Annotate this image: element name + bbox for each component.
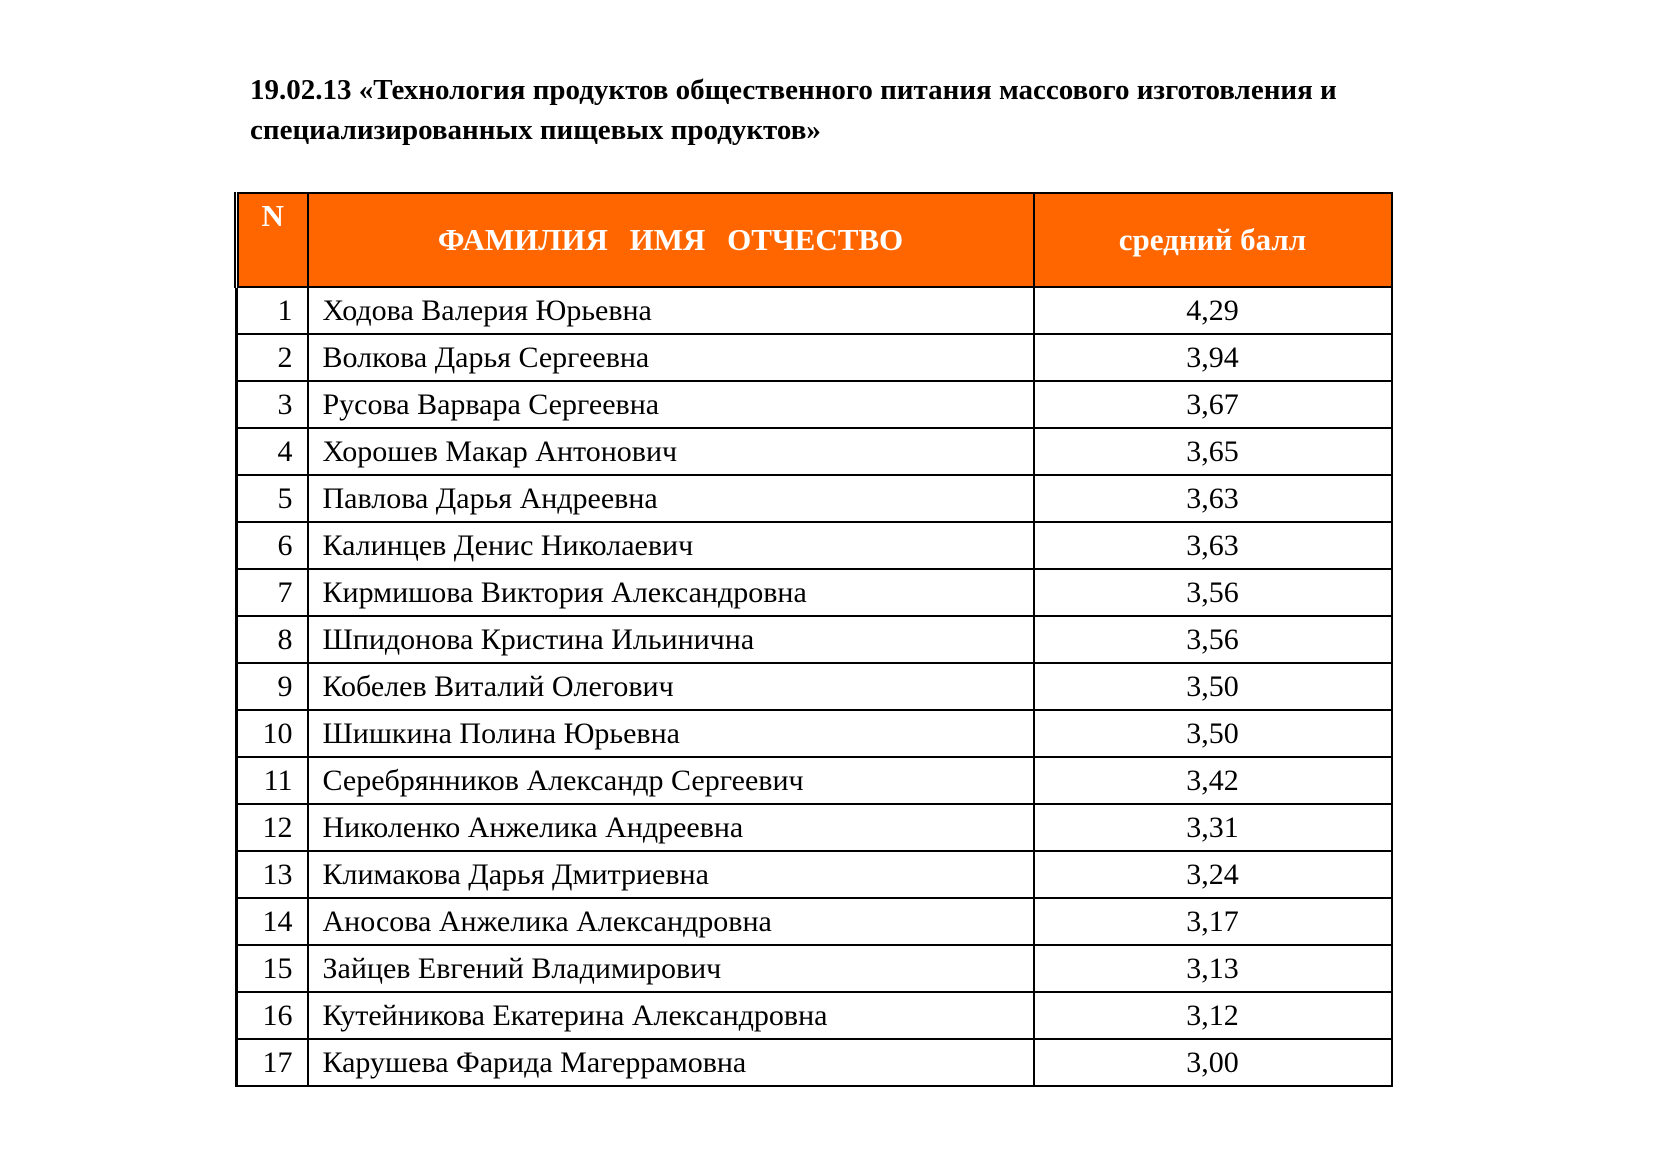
student-name: Зайцев Евгений Владимирович [308,945,1034,992]
table-row [237,287,1392,334]
table-row [237,851,1392,898]
row-number: 4 [237,428,308,475]
average-score: 3,67 [1034,381,1392,428]
student-name: Шишкина Полина Юрьевна [308,710,1034,757]
student-name: Кирмишова Виктория Александровна [308,569,1034,616]
row-number: 7 [237,569,308,616]
header-number: N [237,193,308,287]
student-name: Русова Варвара Сергеевна [308,381,1034,428]
table-row [237,569,1392,616]
row-number: 9 [237,663,308,710]
average-score: 4,29 [1034,287,1392,334]
row-number: 11 [237,757,308,804]
average-score: 3,24 [1034,851,1392,898]
table-row [237,522,1392,569]
table-row [237,475,1392,522]
table-row [237,381,1392,428]
row-number: 15 [237,945,308,992]
average-score: 3,63 [1034,522,1392,569]
row-number: 3 [237,381,308,428]
document-title: 19.02.13 «Технология продуктов общественного питания массового изготовления и специализированных пищевых продуктов» [250,74,1337,146]
student-name: Хорошев Макар Антонович [308,428,1034,475]
student-name: Кутейникова Екатерина Александровна [308,992,1034,1039]
row-number: 17 [237,1039,308,1086]
student-name: Николенко Анжелика Андреевна [308,804,1034,851]
table-row [237,663,1392,710]
student-name: Кобелев Виталий Олегович [308,663,1034,710]
row-number: 2 [237,334,308,381]
student-name: Шпидонова Кристина Ильинична [308,616,1034,663]
student-name: Павлова Дарья Андреевна [308,475,1034,522]
row-number: 5 [237,475,308,522]
student-name: Аносова Анжелика Александровна [308,898,1034,945]
table-body [237,287,1392,1086]
table-row [237,616,1392,663]
table-row [237,428,1392,475]
average-score: 3,50 [1034,663,1392,710]
table-row [237,992,1392,1039]
student-name: Серебрянников Александр Сергеевич [308,757,1034,804]
row-number: 6 [237,522,308,569]
table-row [237,710,1392,757]
student-name: Калинцев Денис Николаевич [308,522,1034,569]
row-number: 14 [237,898,308,945]
average-score: 3,17 [1034,898,1392,945]
average-score: 3,50 [1034,710,1392,757]
row-number: 16 [237,992,308,1039]
header-average-score: средний балл [1034,193,1392,287]
table-row [237,804,1392,851]
table-header-row [237,193,1392,287]
row-number: 13 [237,851,308,898]
average-score: 3,94 [1034,334,1392,381]
table-row [237,757,1392,804]
table-row [237,945,1392,992]
header-full-name: ФАМИЛИЯ ИМЯ ОТЧЕСТВО [308,193,1034,287]
student-name: Климакова Дарья Дмитриевна [308,851,1034,898]
row-number: 8 [237,616,308,663]
average-score: 3,65 [1034,428,1392,475]
average-score: 3,56 [1034,569,1392,616]
table-row [237,334,1392,381]
average-score: 3,00 [1034,1039,1392,1086]
student-name: Карушева Фарида Магеррамовна [308,1039,1034,1086]
average-score: 3,12 [1034,992,1392,1039]
average-score: 3,56 [1034,616,1392,663]
table-row [237,898,1392,945]
average-score: 3,63 [1034,475,1392,522]
students-score-table [234,192,1393,1087]
row-number: 10 [237,710,308,757]
table-row [237,1039,1392,1086]
row-number: 1 [237,287,308,334]
average-score: 3,31 [1034,804,1392,851]
average-score: 3,13 [1034,945,1392,992]
row-number: 12 [237,804,308,851]
student-name: Ходова Валерия Юрьевна [308,287,1034,334]
student-name: Волкова Дарья Сергеевна [308,334,1034,381]
average-score: 3,42 [1034,757,1392,804]
